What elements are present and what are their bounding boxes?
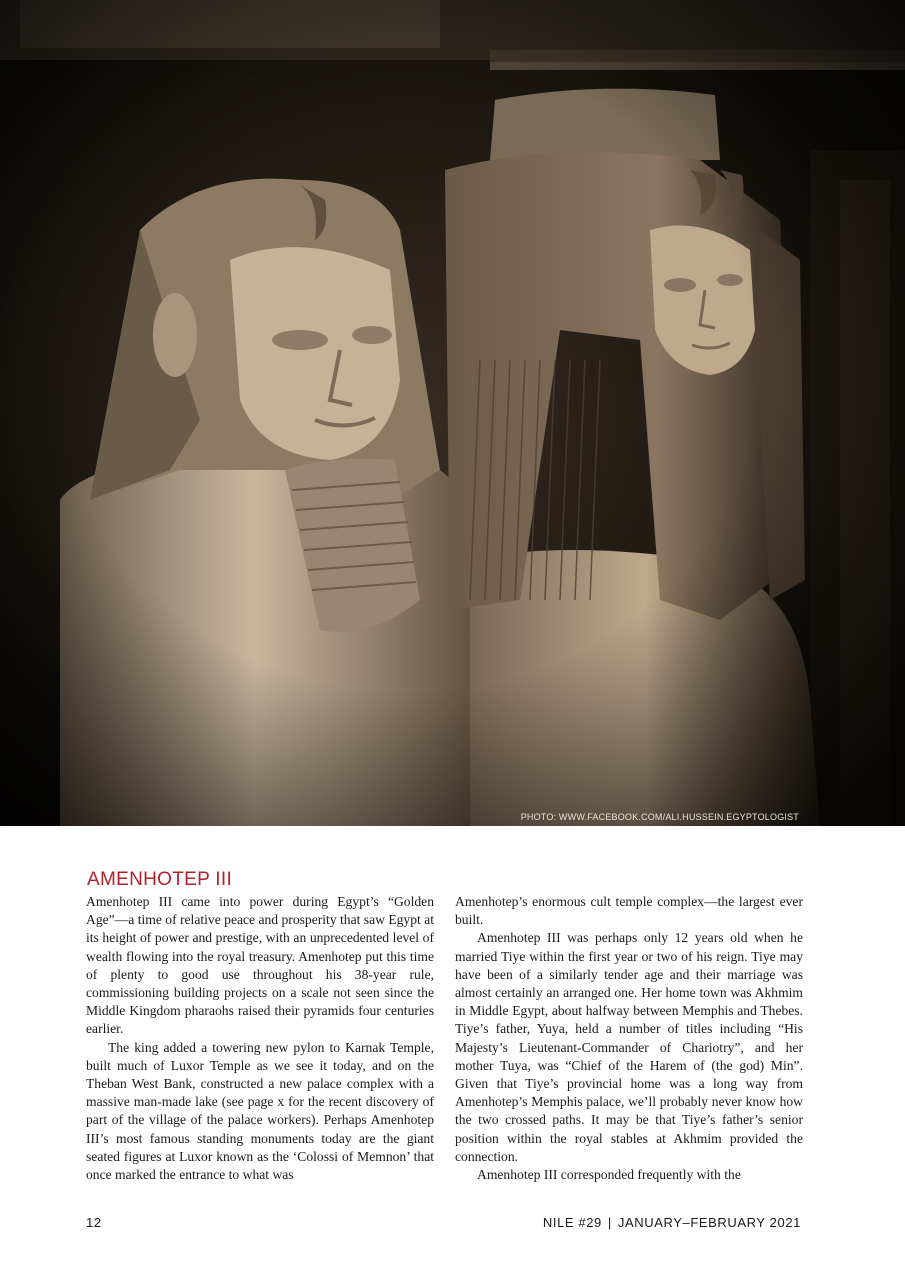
paragraph: Amenhotep III came into power during Egypt’s “Golden Age”—a time of relative peace and prosperity that saw Egypt at its height of power and prestige, with an unprecedented level of wealth flowing into the royal treasury. Amenhotep put this time of plenty to good use throughout his 38-year rule, commissioning building projects on a scale not seen since the Middle Kingdom pharaohs raised their pyramids four centuries earlier. xyxy=(86,894,435,1037)
photo-credit: PHOTO: WWW.FACEBOOK.COM/ALI.HUSSEIN.EGYPTOLOGIST xyxy=(520,812,799,822)
paragraph: Amenhotep’s enormous cult temple complex—the largest ever built. xyxy=(455,894,803,928)
issue-date: JANUARY–FEBRUARY 2021 xyxy=(617,1215,801,1230)
magazine-name: NILE #29 xyxy=(542,1215,602,1230)
issue-info xyxy=(543,1215,801,1230)
paragraph: Amenhotep III was perhaps only 12 years old when he married Tiye within the first year or two of his reign. Tiye may have been of a similarly tender age and their marriage was almost certainly an arranged one. Her home town was Akhmim in Middle Egypt, about halfway between Memphis and Thebes. Tiye’s father, Yuya, held a number of titles including “His Majesty’s Lieutenant-Commander of Chariotry”, and her mother Tuya, was “Chief of the Harem of (the god) Min”. Given that Tiye’s provincial home was a long way from Amenhotep’s Memphis palace, we’ll probably never know how the two crossed paths. It may be that Tiye’s father’s senior position within the royal stables at Akhmim provided the connection. xyxy=(455,930,803,1164)
paragraph: The king added a towering new pylon to Karnak Temple, built much of Luxor Temple as we see it today, and on the Theban West Bank, constructed a new palace complex with a massive man-made lake (see page x for the recent discovery of part of the village of the palace workers). Perhaps Amenhotep III’s most famous standing monuments today are the giant seated figures at Luxor known as the ‘Colossi of Memnon’ that once marked the entrance to what was xyxy=(86,1039,434,1183)
footer-separator: | xyxy=(607,1215,612,1230)
page-number: 12 xyxy=(86,1215,102,1230)
paragraph: Amenhotep III corresponded frequently with the xyxy=(477,1167,741,1183)
article-heading: AMENHOTEP III xyxy=(87,869,233,890)
article-column-left xyxy=(86,893,434,1184)
article-column-right xyxy=(455,893,803,1184)
